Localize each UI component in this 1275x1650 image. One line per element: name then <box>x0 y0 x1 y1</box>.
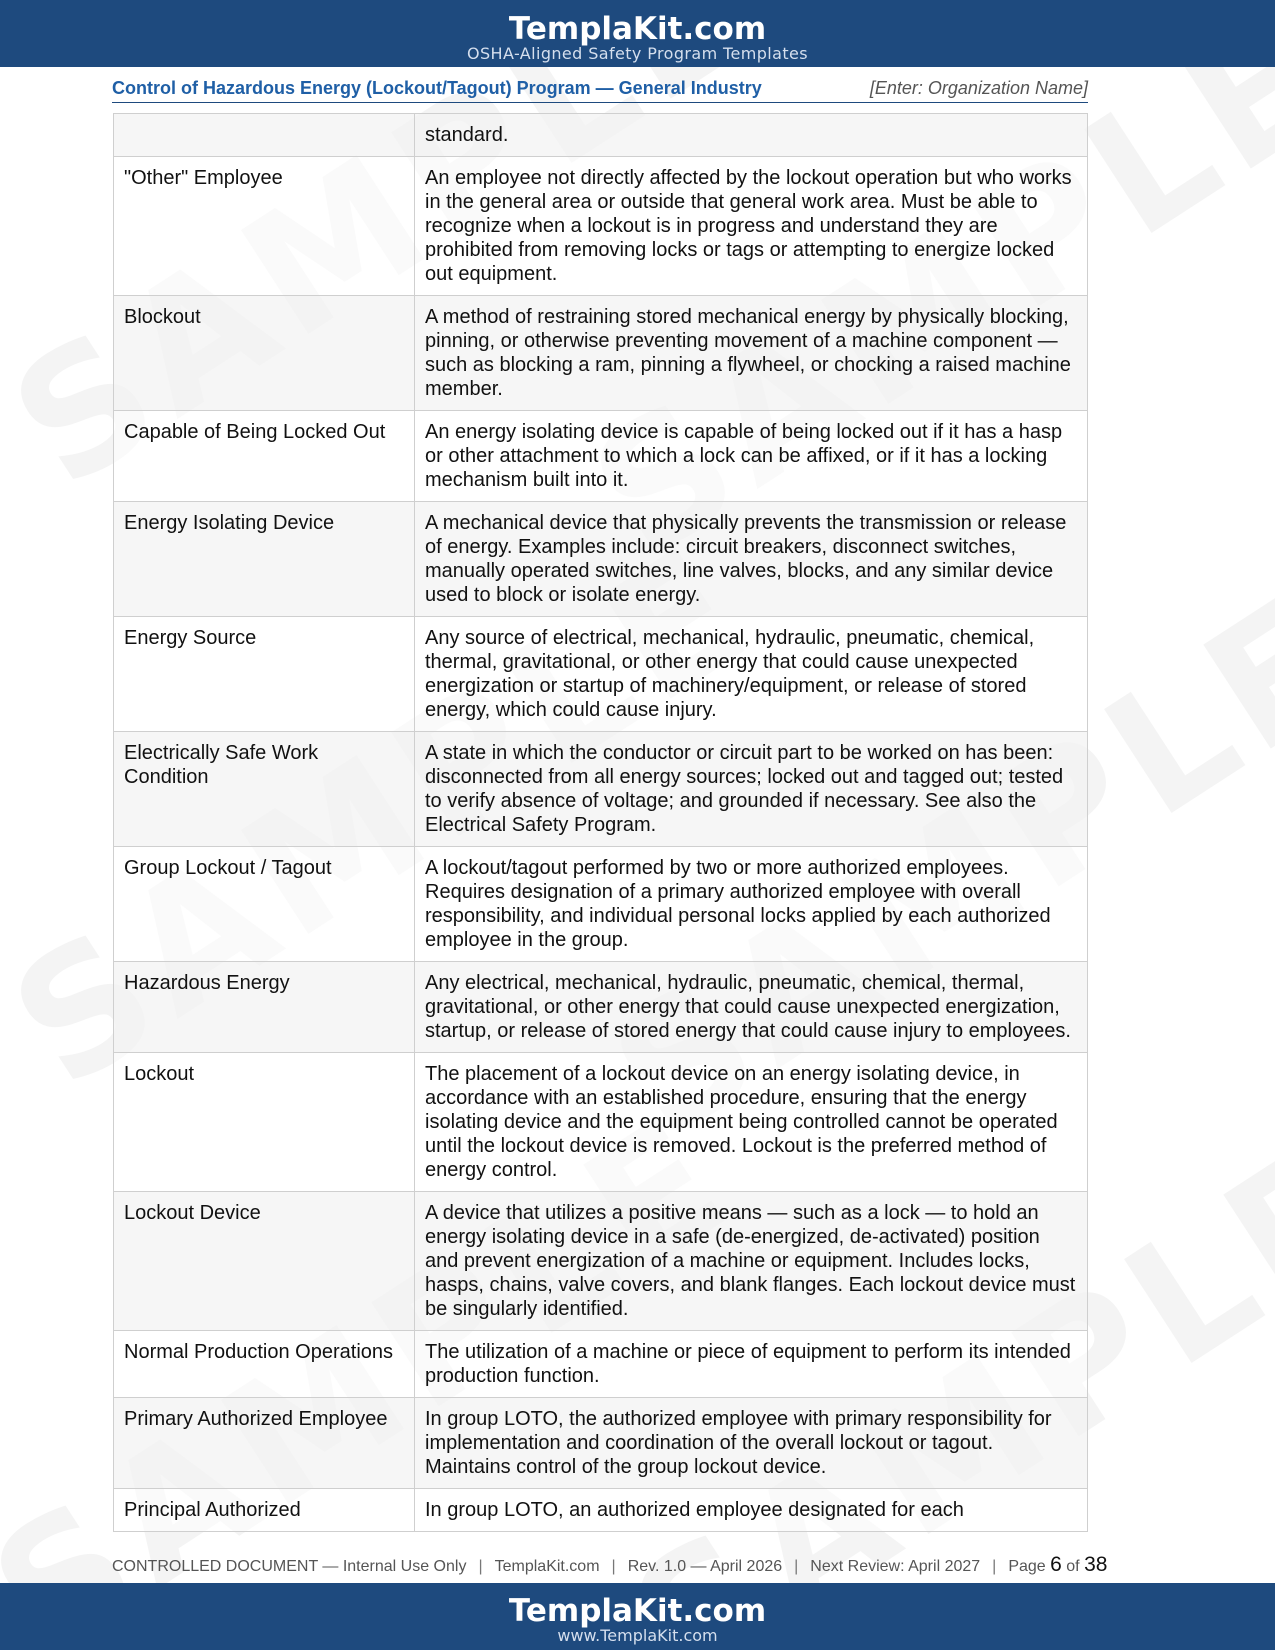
next-review-label: Next Review: April 2027 <box>810 1558 981 1575</box>
definition-text: Any source of electrical, mechanical, hydraulic, pneumatic, chemical, thermal, gravitational, or other energy that could cause unexpected energization or startup of machinery/equipment, or release of stored energy, which could cause injury. <box>415 617 1088 732</box>
definition-row <box>114 847 1088 962</box>
definition-text: Any electrical, mechanical, hydraulic, pneumatic, chemical, thermal, gravitational, or other energy that could cause unexpected energization, startup, or release of stored energy that could cause injury to employees. <box>415 962 1088 1053</box>
page-of-label: of <box>1066 1558 1080 1575</box>
bottom-banner <box>0 1583 1275 1650</box>
definition-row <box>114 732 1088 847</box>
definition-term <box>114 114 415 157</box>
definition-term: Electrically Safe Work Condition <box>114 732 415 847</box>
footer-divider: | <box>478 1558 483 1575</box>
definition-term: Energy Source <box>114 617 415 732</box>
definition-text: A device that utilizes a positive means — such as a lock — to hold an energy isolating device in a safe (de-energized, de-activated) position and prevent energization of a machine or equipment. Includes locks, hasps, chains, valve covers, and blank flanges. Each lockout device must be singularly identified. <box>415 1192 1088 1331</box>
definition-row <box>114 1398 1088 1489</box>
definitions-table-body <box>114 114 1088 1532</box>
page-number: 6 <box>1050 1553 1062 1576</box>
definition-text: A state in which the conductor or circuit part to be worked on has been: disconnected from all energy sources; locked out and tagged out; tested to verify absence of voltage; and grounded if necessary. See also the Electrical Safety Program. <box>415 732 1088 847</box>
definition-term: Hazardous Energy <box>114 962 415 1053</box>
revision-label: Rev. 1.0 — April 2026 <box>627 1558 783 1575</box>
footer-url[interactable]: www.TemplaKit.com <box>557 1626 718 1645</box>
definition-row <box>114 114 1088 157</box>
definition-term: Group Lockout / Tagout <box>114 847 415 962</box>
definition-text: A method of restraining stored mechanical energy by physically blocking, pinning, or otherwise preventing movement of a machine component — such as blocking a ram, pinning a flywheel, or chocking a raised machine member. <box>415 296 1088 411</box>
top-banner <box>0 0 1275 67</box>
definition-row <box>114 1192 1088 1331</box>
definition-row <box>114 157 1088 296</box>
definition-term: Energy Isolating Device <box>114 502 415 617</box>
controlled-document-notice: CONTROLLED DOCUMENT — Internal Use Only <box>112 1558 467 1575</box>
definition-row <box>114 411 1088 502</box>
page-footer <box>112 1553 1162 1577</box>
definition-text: An employee not directly affected by the lockout operation but who works in the general area or outside that general work area. Must be able to recognize when a lockout is in progress and understand they are prohibited from removing locks or tags or attempting to energize locked out equipment. <box>415 157 1088 296</box>
brand-tagline: OSHA-Aligned Safety Program Templates <box>466 44 809 63</box>
page-label: Page <box>1008 1558 1046 1575</box>
definition-row <box>114 617 1088 732</box>
definition-row <box>114 962 1088 1053</box>
brand-logo-text: TemplaKit.com <box>508 11 767 47</box>
definition-text: A mechanical device that physically prevents the transmission or release of energy. Examples include: circuit breakers, disconnect switches, manually operated switches, line valves, blocks, and any similar device used to block or isolate energy. <box>415 502 1088 617</box>
footer-divider: | <box>992 1558 997 1575</box>
definition-row <box>114 1489 1088 1532</box>
definition-term: Principal Authorized <box>114 1489 415 1532</box>
page-total: 38 <box>1084 1553 1108 1576</box>
document-title: Control of Hazardous Energy (Lockout/Tagout) Program — General Industry <box>112 78 762 98</box>
definition-row <box>114 296 1088 411</box>
definition-text: In group LOTO, an authorized employee designated for each <box>415 1489 1088 1532</box>
footer-brand-logo-text: TemplaKit.com <box>508 1593 767 1629</box>
definition-term: Capable of Being Locked Out <box>114 411 415 502</box>
definition-term: Lockout <box>114 1053 415 1192</box>
document-header <box>112 76 1088 103</box>
definition-text: The placement of a lockout device on an energy isolating device, in accordance with an established procedure, ensuring that the energy isolating device and the equipment being controlled cannot be operated until the lockout device is removed. Lockout is the preferred method of energy control. <box>415 1053 1088 1192</box>
definition-text: standard. <box>415 114 1088 157</box>
organization-name-placeholder: [Enter: Organization Name] <box>869 78 1088 98</box>
definitions-table <box>113 113 1088 1532</box>
definition-row <box>114 1053 1088 1192</box>
definition-term: Blockout <box>114 296 415 411</box>
definition-term: "Other" Employee <box>114 157 415 296</box>
definition-text: A lockout/tagout performed by two or more authorized employees. Requires designation of a primary authorized employee with overall responsibility, and individual personal locks applied by each authorized employee in the group. <box>415 847 1088 962</box>
definition-text: An energy isolating device is capable of being locked out if it has a hasp or other attachment to which a lock can be affixed, or if it has a locking mechanism built into it. <box>415 411 1088 502</box>
definition-row <box>114 502 1088 617</box>
footer-site: TemplaKit.com <box>494 1558 600 1575</box>
definition-text: The utilization of a machine or piece of equipment to perform its intended production function. <box>415 1331 1088 1398</box>
definition-row <box>114 1331 1088 1398</box>
footer-divider: | <box>794 1558 799 1575</box>
definition-term: Normal Production Operations <box>114 1331 415 1398</box>
definition-term: Lockout Device <box>114 1192 415 1331</box>
footer-divider: | <box>611 1558 616 1575</box>
definition-text: In group LOTO, the authorized employee with primary responsibility for implementation and coordination of the overall lockout or tagout. Maintains control of the group lockout device. <box>415 1398 1088 1489</box>
definition-term: Primary Authorized Employee <box>114 1398 415 1489</box>
